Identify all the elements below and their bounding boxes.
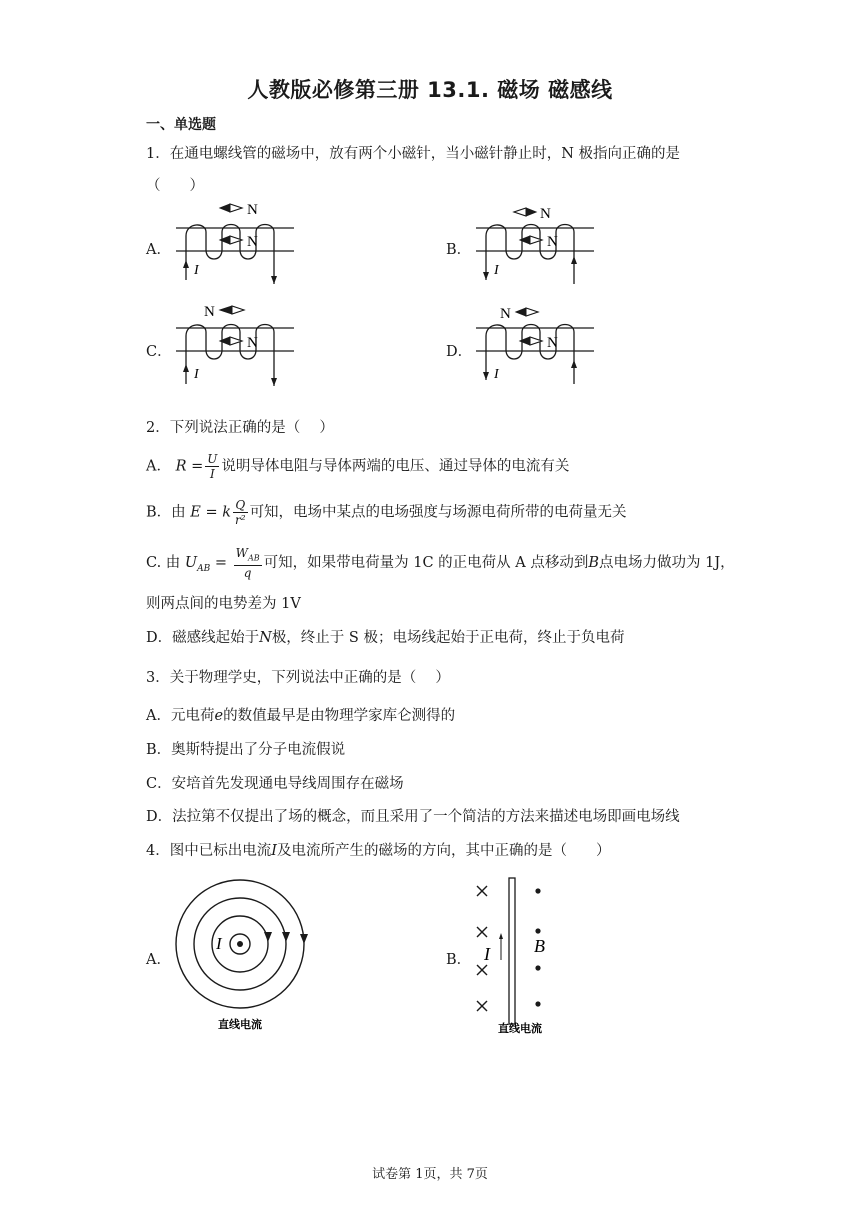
q2-option-a-frac-num: U <box>207 452 218 466</box>
q2-option-c-fraction <box>234 546 262 580</box>
q2-option-a-formula-lhs: R = <box>175 458 204 475</box>
q3-option-d: D．法拉第不仅提出了场的概念，而且采用了一个简洁的方法来描述电场即画电场线 <box>146 809 680 825</box>
q2-option-a-frac-den: I <box>209 467 215 481</box>
q2-option-c-text1: 可知，如果带电荷量为 1C 的正电荷从 A 点移动到 <box>263 555 589 572</box>
q1-option-b-label: B． <box>446 242 472 258</box>
question-2-stem: 2．下列说法正确的是（ ） <box>146 420 334 436</box>
q2-option-b-frac-num: Q <box>233 498 248 513</box>
q2-option-d-text1: D．磁感线起始于 <box>146 630 260 646</box>
question-4-stem-part1: 4．图中已标出电流 <box>146 843 272 859</box>
solenoid-diagram-c <box>170 298 300 390</box>
svg-text:N: N <box>540 206 551 222</box>
svg-text:N: N <box>247 335 258 351</box>
page-title: 人教版必修第三册 13.1. 磁场 磁感线 <box>247 78 613 102</box>
q2-option-c-frac-num-sub: AB <box>247 553 260 563</box>
q2-option-c-formula-sub: AB <box>197 564 211 575</box>
q2-option-a <box>146 452 569 481</box>
q4-caption-a: 直线电流 <box>218 1019 262 1031</box>
q1-option-d-label: D． <box>446 344 473 360</box>
q2-option-c-continuation: 则两点间的电势差为 1V <box>146 596 301 612</box>
q1-option-a-label: A． <box>146 242 171 258</box>
question-3-stem: 3．关于物理学史，下列说法中正确的是（ ） <box>146 670 450 686</box>
svg-text:N: N <box>204 304 215 320</box>
svg-text:N: N <box>247 234 258 250</box>
page-footer: 试卷第 1页，共 7页 <box>372 1167 488 1182</box>
q2-option-d <box>146 626 624 647</box>
q2-option-c-prefix: C. 由 <box>146 555 181 572</box>
solenoid-diagram-b <box>470 198 600 290</box>
question-4-stem-part2: 及电流所产生的磁场的方向，其中正确的是（ ） <box>276 843 611 859</box>
q2-option-a-text: 说明导体电阻与导体两端的电压、通过导体的电流有关 <box>221 458 570 475</box>
q4-caption-b: 直线电流 <box>498 1023 542 1035</box>
q1-option-c-label: C． <box>146 344 172 360</box>
q2-option-b-fraction <box>233 498 248 527</box>
q2-option-a-prefix: A． <box>146 458 171 475</box>
q3-option-b: B．奥斯特提出了分子电流假说 <box>146 742 346 758</box>
q2-option-b-prefix: B．由 <box>146 504 186 521</box>
q4-option-a-label: A． <box>146 952 171 968</box>
q2-option-c-text-b: B <box>588 555 600 572</box>
svg-text:N: N <box>547 234 558 250</box>
solenoid-diagram-d <box>470 298 600 390</box>
svg-text:N: N <box>547 335 558 351</box>
q3-option-a <box>146 704 455 725</box>
section-heading: 一、单选题 <box>146 117 216 133</box>
q4-label-b: B <box>534 936 545 956</box>
q2-option-a-fraction <box>205 452 219 481</box>
q2-option-b-frac-den: r² <box>235 513 246 527</box>
svg-text:I: I <box>494 367 499 382</box>
q2-option-c-formula-lhs: U <box>184 555 198 572</box>
q2-option-d-n: N <box>259 630 272 646</box>
q2-option-b <box>146 498 627 527</box>
svg-text:I: I <box>216 934 222 953</box>
solenoid-diagram-a <box>170 198 300 290</box>
question-1-blank: （ ） <box>146 178 204 194</box>
straight-wire-diagram-b <box>468 872 568 1038</box>
svg-text:N: N <box>247 202 258 218</box>
q3-option-a-e: e <box>214 708 224 724</box>
q4-label-i: I <box>484 944 490 964</box>
svg-text:I: I <box>194 367 199 382</box>
q4-option-b-label: B． <box>446 952 472 968</box>
q2-option-c-text2: 点电场力做功为 1J， <box>599 555 735 572</box>
circular-field-diagram-a <box>172 876 318 1036</box>
q2-option-d-text2: 极，终止于 S 极；电场线起始于正电荷，终止于负电荷 <box>271 630 625 646</box>
q2-option-b-formula-lhs: E = k <box>190 504 232 521</box>
q2-option-c: C. 由 $U_{AB}$ = $\frac{W_{AB}}{q}$ 可知，如果带电荷量为 1C 的正电荷从 A 点移动到B点电场力做功为 1J， <box>146 546 735 581</box>
question-4-stem <box>146 839 610 860</box>
q3-option-c: C．安培首先发现通电导线周围存在磁场 <box>146 776 404 792</box>
svg-text:I: I <box>494 263 499 278</box>
q2-option-c-frac-den: q <box>243 566 252 581</box>
q3-option-a-text1: A．元电荷 <box>146 708 215 724</box>
svg-text:I: I <box>194 263 199 278</box>
svg-text:N: N <box>500 306 511 322</box>
q2-option-c-frac-num: W <box>235 546 248 560</box>
q2-option-b-text: 可知，电场中某点的电场强度与场源电荷所带的电荷量无关 <box>249 504 627 521</box>
question-4-stem-i: I <box>271 843 277 859</box>
q3-option-a-text2: 的数值最早是由物理学家库仑测得的 <box>223 708 456 724</box>
question-1-stem: 1．在通电螺线管的磁场中，放有两个小磁针，当小磁针静止时，N 极指向正确的是 <box>146 146 681 162</box>
